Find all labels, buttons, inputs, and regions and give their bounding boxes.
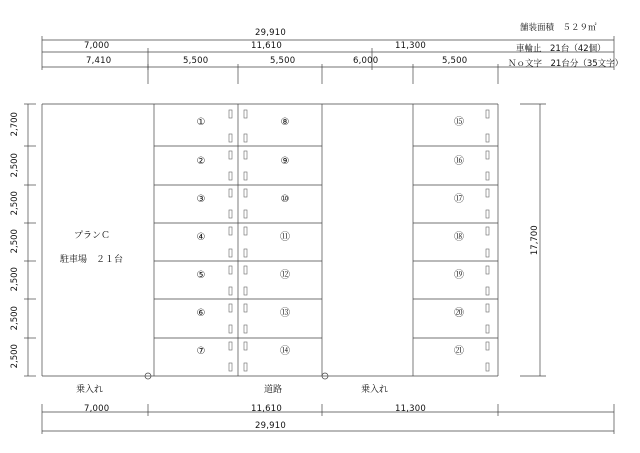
stall-number: ⑭: [280, 346, 290, 357]
top-dim-2: 11,610: [251, 41, 282, 51]
left-dim-4: 2,500: [9, 229, 20, 254]
stall-number: ⑳: [454, 308, 464, 319]
stall-number: ②: [196, 156, 206, 167]
bottom-dim-3: 11,300: [395, 404, 426, 414]
stall-number: ⑱: [454, 232, 464, 243]
entrance-left-label: 乗入れ: [76, 385, 104, 395]
top-total-dim: 29,910: [255, 28, 286, 38]
stall-number: ④: [196, 232, 206, 243]
left-dim-7: 2,500: [9, 344, 20, 369]
stall-number: ⑥: [196, 308, 206, 319]
left-dim-2: 2,500: [9, 153, 20, 178]
stall-number: ⑫: [280, 270, 290, 281]
stall-number: ㉑: [454, 346, 464, 357]
wheel-stoppers: [229, 110, 489, 371]
top-dim-1: 7,000: [84, 41, 110, 51]
parking-count-label: 駐車場 ２１台: [60, 255, 124, 265]
top-sub-dim-5: 5,500: [442, 56, 468, 66]
wheel-stopper-note: 車輪止 21台（42個）: [516, 44, 606, 54]
stall-number: ⑤: [196, 270, 206, 281]
top-sub-dim-2: 5,500: [183, 56, 209, 66]
right-total-dim: 17,700: [529, 225, 540, 256]
stall-number: ⑩: [280, 194, 290, 205]
top-sub-dim-3: 5,500: [270, 56, 296, 66]
stall-number: ⑯: [454, 156, 464, 167]
left-dim-3: 2,500: [9, 191, 20, 216]
left-dim-5: 2,500: [9, 267, 20, 292]
stall-number: ⑨: [280, 156, 290, 167]
top-dim-3: 11,300: [395, 41, 426, 51]
stall-number: ⑲: [454, 270, 464, 281]
road-label: 道路: [264, 385, 283, 395]
stall-number: ①: [196, 117, 206, 128]
bottom-dim-2: 11,610: [251, 404, 282, 414]
bottom-total-dim: 29,910: [255, 421, 286, 431]
left-dim-1: 2,700: [9, 112, 20, 137]
bottom-dim-1: 7,000: [84, 404, 110, 414]
stall-number: ⑧: [280, 117, 290, 128]
number-marks-note: Ｎｏ文字 21台分（35文字）: [508, 59, 624, 69]
top-sub-dim-1: 7,410: [86, 56, 112, 66]
stall-number: ⑪: [280, 232, 290, 243]
stall-number: ⑬: [280, 308, 290, 319]
left-dim-6: 2,500: [9, 306, 20, 331]
stall-number: ⑮: [454, 117, 464, 128]
paving-area-note: 舗装面積 ５２９㎡: [520, 23, 597, 33]
stall-number: ⑰: [454, 194, 464, 205]
top-sub-dim-4: 6,000: [353, 56, 379, 66]
plan-title: プランＣ: [74, 231, 111, 241]
stall-number: ③: [196, 194, 206, 205]
entrance-right-label: 乗入れ: [361, 385, 389, 395]
stall-number: ⑦: [196, 346, 206, 357]
